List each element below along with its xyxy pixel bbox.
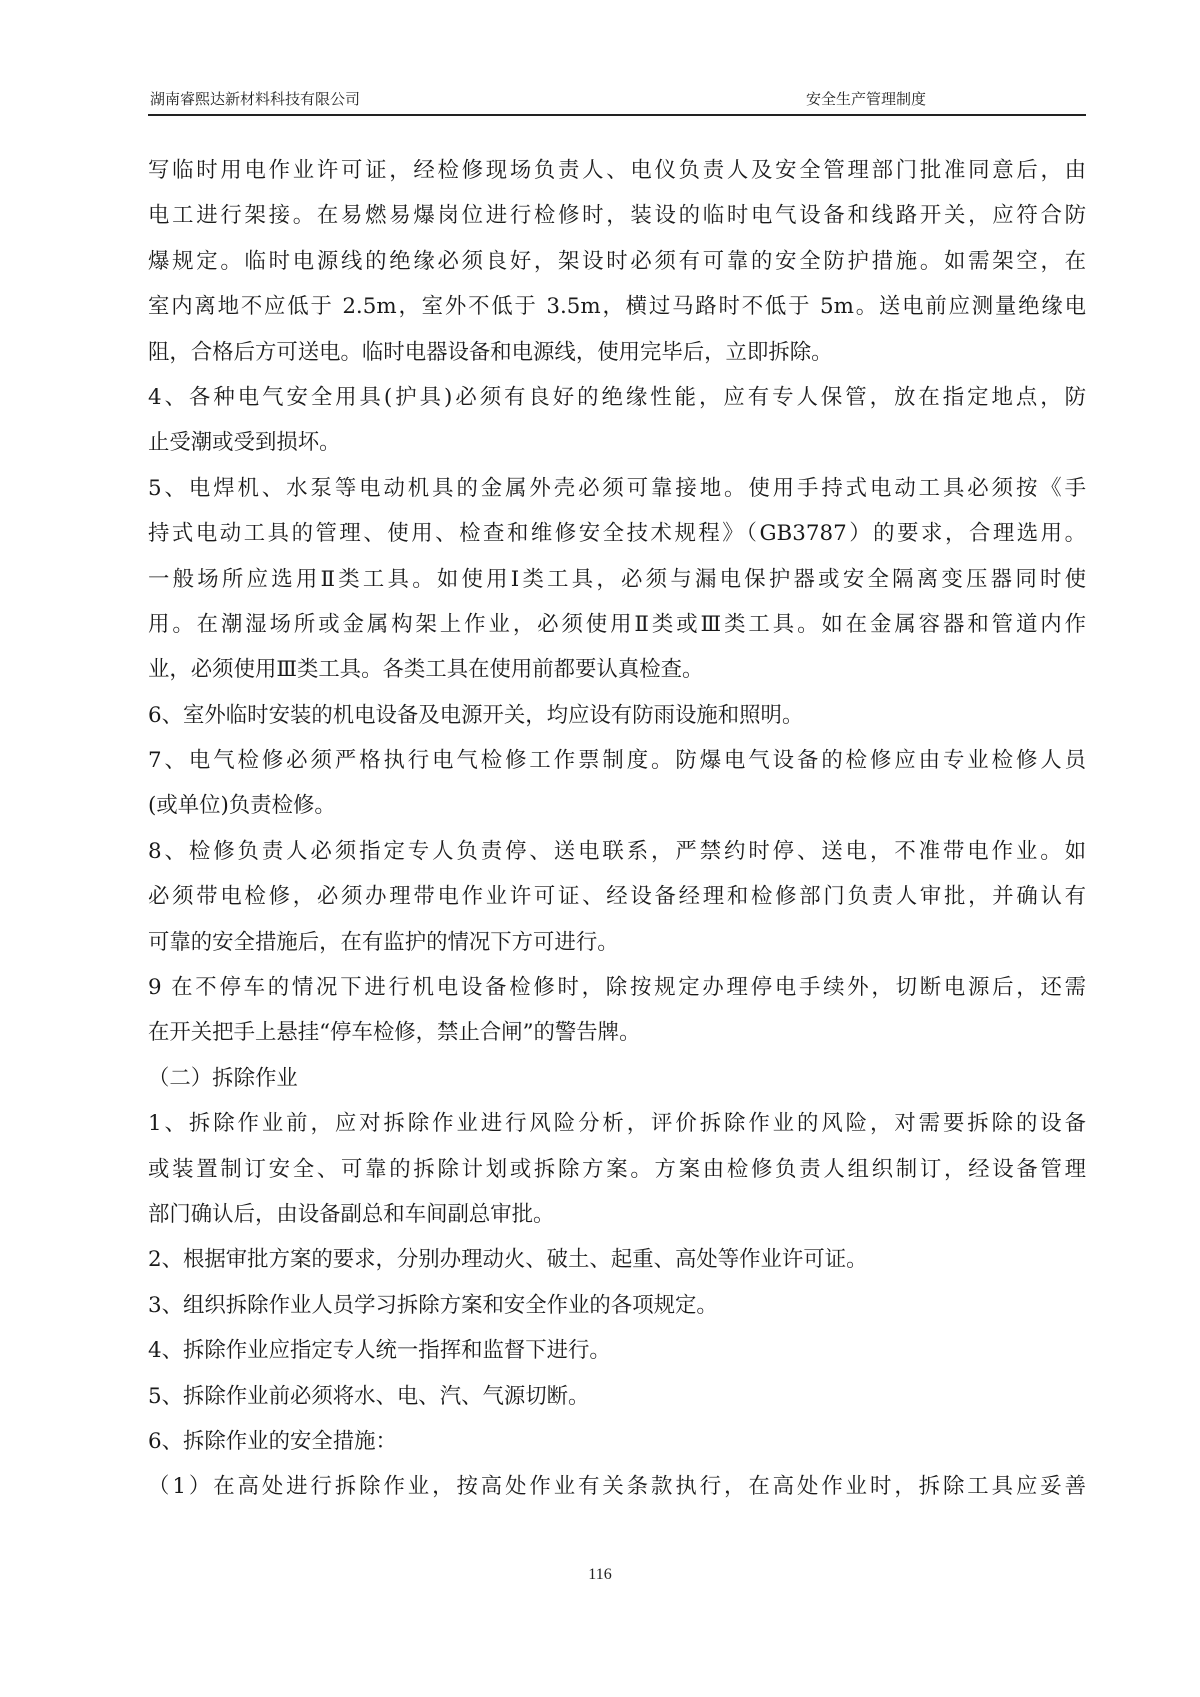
text-line: 6、拆除作业的安全措施： xyxy=(148,1428,397,1454)
text-line: 电工进行架接。在易燃易爆岗位进行检修时，装设的临时电气设备和线路开关，应符合防 xyxy=(148,203,1086,229)
text-line: 6、室外临时安装的机电设备及电源开关，均应设有防雨设施和照明。 xyxy=(148,702,804,728)
text-line: 8、检修负责人必须指定专人负责停、送电联系，严禁约时停、送电，不准带电作业。如 xyxy=(148,838,1086,864)
text-line: 阻，合格后方可送电。临时电器设备和电源线，使用完毕后，立即拆除。 xyxy=(148,339,833,365)
text-line: 或装置制订安全、可靠的拆除计划或拆除方案。方案由检修负责人组织制订，经设备管理 xyxy=(148,1156,1086,1182)
text-line: 必须带电检修，必须办理带电作业许可证、经设备经理和检修部门负责人审批，并确认有 xyxy=(148,884,1086,910)
text-line: 止受潮或受到损坏。 xyxy=(148,430,341,456)
text-line: 在开关把手上悬挂“停车检修，禁止合闸”的警告牌。 xyxy=(148,1020,641,1046)
text-line: 7、电气检修必须严格执行电气检修工作票制度。防爆电气设备的检修应由专业检修人员 xyxy=(148,748,1086,774)
text-line: 4、各种电气安全用具(护具)必须有良好的绝缘性能，应有专人保管，放在指定地点，防 xyxy=(148,384,1086,410)
text-line: 9 在不停车的情况下进行机电设备检修时，除按规定办理停电手续外，切断电源后，还需 xyxy=(148,975,1086,1001)
company-name: 湖南睿熙达新材料科技有限公司 xyxy=(150,90,361,108)
text-line: 室内离地不应低于 2.5m，室外不低于 3.5m，横过马路时不低于 5m。送电前应测量绝缘电 xyxy=(148,294,1086,320)
document-title: 安全生产管理制度 xyxy=(806,90,927,108)
page-number: 116 xyxy=(588,1566,612,1583)
text-line: 爆规定。临时电源线的绝缘必须良好，架设时必须有可靠的安全防护措施。如需架空，在 xyxy=(148,248,1086,274)
text-line: 1、拆除作业前，应对拆除作业进行风险分析，评价拆除作业的风险，对需要拆除的设备 xyxy=(148,1111,1086,1137)
page-header xyxy=(148,86,1086,116)
text-line: 4、拆除作业应指定专人统一指挥和监督下进行。 xyxy=(148,1338,611,1364)
text-line: 3、组织拆除作业人员学习拆除方案和安全作业的各项规定。 xyxy=(148,1292,718,1318)
text-line: 5、拆除作业前必须将水、电、汽、气源切断。 xyxy=(148,1383,590,1409)
text-line: 部门确认后，由设备副总和车间副总审批。 xyxy=(148,1201,555,1227)
document-body xyxy=(148,148,1086,1510)
text-line: 写临时用电作业许可证，经检修现场负责人、电仪负责人及安全管理部门批准同意后，由 xyxy=(148,158,1086,183)
text-line: 5、电焊机、水泵等电动机具的金属外壳必须可靠接地。使用手持式电动工具必须按《手 xyxy=(148,475,1086,501)
text-line: 用。在潮湿场所或金属构架上作业，必须使用Ⅱ类或Ⅲ类工具。如在金属容器和管道内作 xyxy=(148,611,1086,637)
text-line: 可靠的安全措施后，在有监护的情况下方可进行。 xyxy=(148,929,619,955)
text-line: 一般场所应选用Ⅱ类工具。如使用Ⅰ类工具，必须与漏电保护器或安全隔离变压器同时使 xyxy=(148,566,1086,592)
text-line: （1）在高处进行拆除作业，按高处作业有关条款执行，在高处作业时，拆除工具应妥善 xyxy=(148,1474,1086,1500)
text-line: 2、根据审批方案的要求，分别办理动火、破土、起重、高处等作业许可证。 xyxy=(148,1247,868,1273)
text-line: (或单位)负责检修。 xyxy=(148,793,336,819)
text-line: 持式电动工具的管理、使用、检查和维修安全技术规程》（GB3787）的要求，合理选用。 xyxy=(148,521,1086,547)
text-line: 业，必须使用Ⅲ类工具。各类工具在使用前都要认真检查。 xyxy=(148,657,704,683)
section-heading: （二）拆除作业 xyxy=(148,1065,298,1091)
